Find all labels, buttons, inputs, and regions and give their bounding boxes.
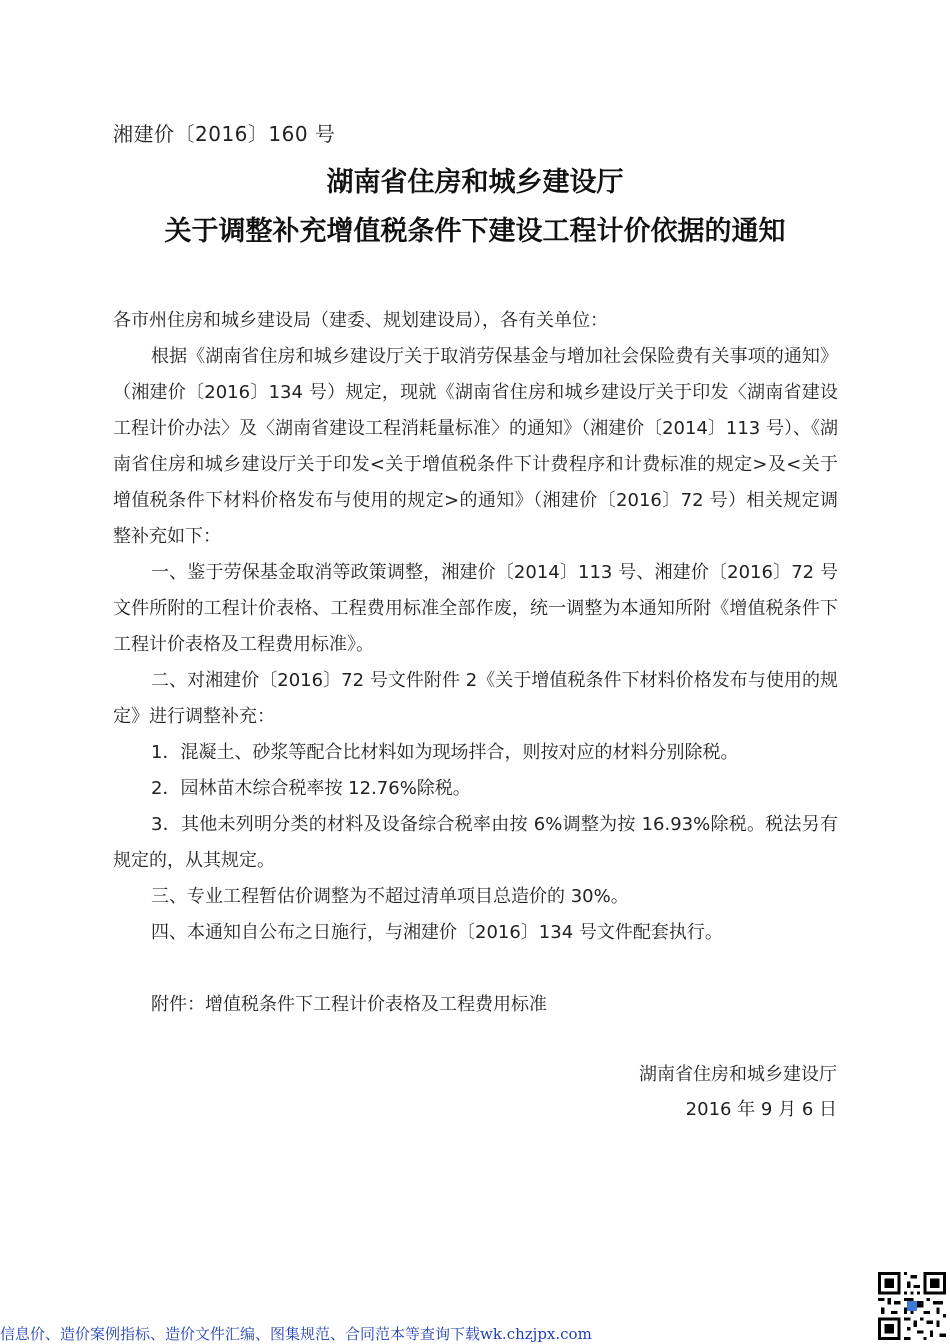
signer: 湖南省住房和城乡建设厅 bbox=[639, 1064, 837, 1085]
intro-paragraph: 根据《湖南省住房和城乡建设厅关于取消劳保基金与增加社会保险费有关事项的通知》（湘建价〔2016〕134 号）规定，现就《湖南省住房和城乡建设厅关于印发〈湖南省建设工程计价办法〉及〈湖南省建设工程消耗量标准〉的通知》（湘建价〔2014〕113 号）、《湖南省住房和城乡建设厅关于印发<关于增值税条件下计费程序和计费标准的规定>及<关于增值税条件下材料价格发布与使用的规定>的通知》（湘建价〔2016〕72 号）相关规定调整补充如下： bbox=[113, 346, 838, 547]
item-three: 三、专业工程暂估价调整为不超过清单项目总造价的 30%。 bbox=[151, 886, 629, 907]
issuer-title: 湖南省住房和城乡建设厅 bbox=[326, 167, 624, 198]
subitem-one: 1．混凝土、砂浆等配合比材料如为现场拌合，则按对应的材料分别除税。 bbox=[151, 742, 739, 763]
footer-download-link[interactable]: 信息价、造价案例指标、造价文件汇编、图集规范、合同范本等查询下载wk.chzjpx.com bbox=[0, 1325, 592, 1343]
attachment-line: 附件：增值税条件下工程计价表格及工程费用标准 bbox=[151, 994, 547, 1015]
addressee: 各市州住房和城乡建设局（建委、规划建设局），各有关单位： bbox=[113, 310, 608, 331]
item-two: 二、对湘建价〔2016〕72 号文件附件 2《关于增值税条件下材料价格发布与使用的规定》进行调整补充： bbox=[113, 670, 838, 727]
subitem-three: 3．其他未列明分类的材料及设备综合税率由按 6%调整为按 16.93%除税。税法另有规定的，从其规定。 bbox=[113, 814, 838, 871]
notice-title: 关于调整补充增值税条件下建设工程计价依据的通知 bbox=[164, 216, 786, 247]
subitem-two: 2．园林苗木综合税率按 12.76%除税。 bbox=[151, 778, 471, 799]
item-four: 四、本通知自公布之日施行，与湘建价〔2016〕134 号文件配套执行。 bbox=[151, 922, 723, 943]
item-one: 一、鉴于劳保基金取消等政策调整，湘建价〔2014〕113 号、湘建价〔2016〕72 号文件所附的工程计价表格、工程费用标准全部作废，统一调整为本通知所附《增值税条件下工程计价表格及工程费用标准》。 bbox=[113, 562, 838, 655]
qr-code-icon bbox=[878, 1272, 946, 1340]
document-number: 湘建价〔2016〕160 号 bbox=[113, 122, 336, 146]
signing-date: 2016 年 9 月 6 日 bbox=[685, 1099, 837, 1120]
